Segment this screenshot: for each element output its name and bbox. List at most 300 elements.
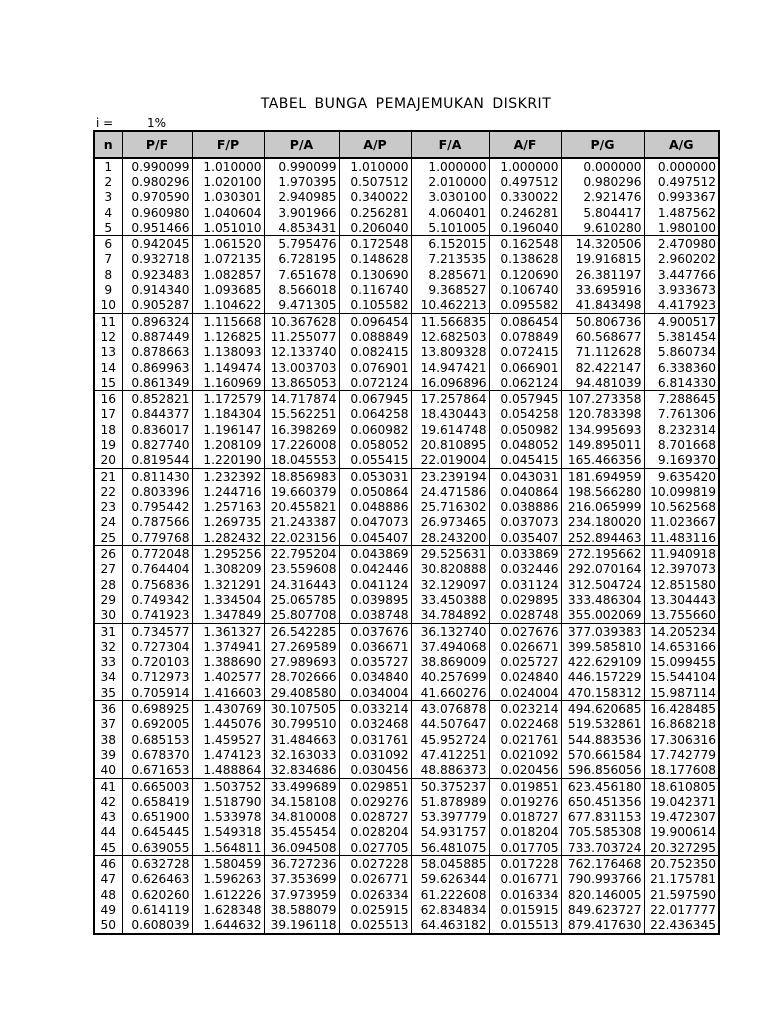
table-cell: 0.057945	[489, 391, 561, 407]
table-cell: 1.628348	[192, 902, 264, 917]
table-cell: 26.542285	[264, 623, 339, 639]
table-cell-n: 10	[94, 298, 122, 314]
table-cell: 623.456180	[561, 778, 644, 794]
table-cell: 60.568677	[561, 329, 644, 344]
table-cell: 13.003703	[264, 360, 339, 375]
table-cell: 29.408580	[264, 685, 339, 701]
table-cell: 48.886373	[411, 763, 489, 779]
table-cell: 0.038748	[339, 608, 411, 624]
table-cell: 54.931757	[411, 825, 489, 840]
table-cell: 14.947421	[411, 360, 489, 375]
table-row	[94, 220, 719, 236]
table-cell: 544.883536	[561, 732, 644, 747]
table-cell: 16.096896	[411, 375, 489, 391]
table-cell-n: 13	[94, 345, 122, 360]
table-cell: 10.099819	[644, 484, 719, 499]
table-cell-n: 19	[94, 437, 122, 452]
table-cell: 0.048052	[489, 437, 561, 452]
table-cell: 1.208109	[192, 437, 264, 452]
table-row	[94, 655, 719, 670]
table-cell: 0.990099	[122, 158, 192, 174]
table-row	[94, 500, 719, 515]
table-cell: 0.256281	[339, 205, 411, 220]
table-row	[94, 205, 719, 220]
table-cell-n: 44	[94, 825, 122, 840]
table-cell: 64.463182	[411, 918, 489, 934]
table-cell: 11.023667	[644, 515, 719, 530]
table-cell: 0.497512	[489, 174, 561, 189]
table-cell: 9.610280	[561, 220, 644, 236]
table-cell: 58.045885	[411, 856, 489, 872]
table-cell: 12.397073	[644, 562, 719, 577]
table-cell: 596.856056	[561, 763, 644, 779]
table-row	[94, 623, 719, 639]
table-cell: 0.058052	[339, 437, 411, 452]
table-cell: 45.952724	[411, 732, 489, 747]
table-cell: 0.076901	[339, 360, 411, 375]
table-cell: 32.163033	[264, 747, 339, 762]
table-cell: 1.445076	[192, 717, 264, 732]
table-cell: 1.093685	[192, 282, 264, 297]
table-cell-n: 49	[94, 902, 122, 917]
table-cell-n: 32	[94, 639, 122, 654]
table-cell: 4.900517	[644, 313, 719, 329]
table-cell: 1.061520	[192, 236, 264, 252]
table-cell: 0.030456	[339, 763, 411, 779]
table-row	[94, 190, 719, 205]
table-cell: 0.905287	[122, 298, 192, 314]
table-cell: 33.450388	[411, 592, 489, 607]
table-cell-n: 36	[94, 701, 122, 717]
table-cell: 0.803396	[122, 484, 192, 499]
table-cell: 0.993367	[644, 190, 719, 205]
table-cell: 705.585308	[561, 825, 644, 840]
table-cell: 38.869009	[411, 655, 489, 670]
table-row	[94, 345, 719, 360]
table-cell-n: 12	[94, 329, 122, 344]
table-cell: 0.039895	[339, 592, 411, 607]
table-cell: 355.002069	[561, 608, 644, 624]
table-cell: 1.295256	[192, 546, 264, 562]
table-cell: 4.417923	[644, 298, 719, 314]
table-cell: 0.016771	[489, 872, 561, 887]
table-cell: 107.273358	[561, 391, 644, 407]
table-cell: 1.474123	[192, 747, 264, 762]
table-cell: 0.196040	[489, 220, 561, 236]
table-cell: 0.031761	[339, 732, 411, 747]
table-cell: 0.041124	[339, 577, 411, 592]
table-cell: 0.040864	[489, 484, 561, 499]
table-cell: 1.160969	[192, 375, 264, 391]
table-cell: 0.033869	[489, 546, 561, 562]
table-cell-n: 6	[94, 236, 122, 252]
table-row	[94, 360, 719, 375]
table-cell: 0.054258	[489, 407, 561, 422]
table-cell: 23.239194	[411, 468, 489, 484]
table-cell: 0.045407	[339, 530, 411, 546]
table-cell-n: 41	[94, 778, 122, 794]
table-cell: 0.632728	[122, 856, 192, 872]
table-cell: 0.053031	[339, 468, 411, 484]
table-cell: 0.095582	[489, 298, 561, 314]
table-cell: 1.334504	[192, 592, 264, 607]
table-cell: 10.367628	[264, 313, 339, 329]
table-cell: 446.157229	[561, 670, 644, 685]
table-cell-n: 46	[94, 856, 122, 872]
table-cell: 19.916815	[561, 252, 644, 267]
table-row	[94, 778, 719, 794]
table-cell: 0.096454	[339, 313, 411, 329]
table-cell: 1.487562	[644, 205, 719, 220]
table-cell: 0.019276	[489, 794, 561, 809]
table-cell: 7.761306	[644, 407, 719, 422]
table-cell: 24.316443	[264, 577, 339, 592]
table-cell: 43.076878	[411, 701, 489, 717]
table-cell: 0.206040	[339, 220, 411, 236]
table-cell: 59.626344	[411, 872, 489, 887]
table-cell: 0.861349	[122, 375, 192, 391]
table-cell-n: 2	[94, 174, 122, 189]
table-cell: 6.814330	[644, 375, 719, 391]
table-cell: 16.428485	[644, 701, 719, 717]
table-row	[94, 453, 719, 469]
table-cell: 272.195662	[561, 546, 644, 562]
table-cell: 0.037676	[339, 623, 411, 639]
table-row	[94, 685, 719, 701]
table-cell: 0.025513	[339, 918, 411, 934]
table-cell: 0.067945	[339, 391, 411, 407]
table-cell: 399.585810	[561, 639, 644, 654]
table-cell: 8.566018	[264, 282, 339, 297]
table-cell: 36.727236	[264, 856, 339, 872]
table-cell: 0.658419	[122, 794, 192, 809]
table-cell: 820.146005	[561, 887, 644, 902]
table-cell: 2.921476	[561, 190, 644, 205]
table-cell: 0.028204	[339, 825, 411, 840]
table-cell: 1.459527	[192, 732, 264, 747]
table-cell: 18.610805	[644, 778, 719, 794]
page-title: TABEL BUNGA PEMAJEMUKAN DISKRIT	[260, 96, 552, 112]
table-cell: 37.494068	[411, 639, 489, 654]
table-cell-n: 21	[94, 468, 122, 484]
table-cell: 5.101005	[411, 220, 489, 236]
table-cell: 0.923483	[122, 267, 192, 282]
table-cell: 0.019851	[489, 778, 561, 794]
table-cell-n: 5	[94, 220, 122, 236]
table-cell: 40.257699	[411, 670, 489, 685]
table-cell: 94.481039	[561, 375, 644, 391]
table-cell: 41.843498	[561, 298, 644, 314]
table-cell: 0.665003	[122, 778, 192, 794]
table-cell: 0.025915	[339, 902, 411, 917]
table-cell: 470.158312	[561, 685, 644, 701]
table-cell: 27.989693	[264, 655, 339, 670]
table-cell: 14.205234	[644, 623, 719, 639]
table-cell: 4.060401	[411, 205, 489, 220]
table-cell: 1.030301	[192, 190, 264, 205]
table-row	[94, 562, 719, 577]
table-cell: 1.010000	[339, 158, 411, 174]
table-cell: 21.243387	[264, 515, 339, 530]
table-cell: 1.282432	[192, 530, 264, 546]
table-cell: 19.660379	[264, 484, 339, 499]
table-cell: 0.779768	[122, 530, 192, 546]
table-cell: 1.172579	[192, 391, 264, 407]
table-cell: 1.580459	[192, 856, 264, 872]
table-cell: 0.970590	[122, 190, 192, 205]
table-cell: 6.152015	[411, 236, 489, 252]
table-cell-n: 27	[94, 562, 122, 577]
table-cell: 0.734577	[122, 623, 192, 639]
table-cell: 1.388690	[192, 655, 264, 670]
table-cell: 36.132740	[411, 623, 489, 639]
table-cell: 0.031124	[489, 577, 561, 592]
table-cell: 198.566280	[561, 484, 644, 499]
table-cell: 0.024840	[489, 670, 561, 685]
table-cell: 12.133740	[264, 345, 339, 360]
table-cell: 1.126825	[192, 329, 264, 344]
table-cell-n: 31	[94, 623, 122, 639]
table-cell: 2.960202	[644, 252, 719, 267]
table-cell-n: 7	[94, 252, 122, 267]
table-cell: 0.000000	[561, 158, 644, 174]
table-cell: 0.836017	[122, 422, 192, 437]
table-row	[94, 717, 719, 732]
table-cell: 1.321291	[192, 577, 264, 592]
table-cell: 51.878989	[411, 794, 489, 809]
table-row	[94, 313, 719, 329]
table-cell: 1.970395	[264, 174, 339, 189]
table-cell: 0.651900	[122, 809, 192, 824]
table-cell: 0.727304	[122, 639, 192, 654]
table-cell: 0.088849	[339, 329, 411, 344]
table-cell: 24.471586	[411, 484, 489, 499]
table-cell: 0.608039	[122, 918, 192, 934]
table-cell: 0.942045	[122, 236, 192, 252]
table-cell: 1.308209	[192, 562, 264, 577]
table-cell: 0.698925	[122, 701, 192, 717]
table-cell: 34.810008	[264, 809, 339, 824]
table-cell: 16.868218	[644, 717, 719, 732]
table-cell: 23.559608	[264, 562, 339, 577]
table-cell: 0.034840	[339, 670, 411, 685]
table-cell: 0.827740	[122, 437, 192, 452]
table-cell: 0.869963	[122, 360, 192, 375]
table-cell: 1.488864	[192, 763, 264, 779]
table-cell: 47.412251	[411, 747, 489, 762]
table-cell: 26.973465	[411, 515, 489, 530]
table-row	[94, 298, 719, 314]
table-cell: 1.020100	[192, 174, 264, 189]
table-cell-n: 39	[94, 747, 122, 762]
table-cell: 1.082857	[192, 267, 264, 282]
header-fa: F/A	[411, 131, 489, 158]
table-cell: 333.486304	[561, 592, 644, 607]
table-cell: 1.040604	[192, 205, 264, 220]
table-cell-n: 45	[94, 840, 122, 856]
table-cell: 30.820888	[411, 562, 489, 577]
table-cell: 0.951466	[122, 220, 192, 236]
table-cell: 0.162548	[489, 236, 561, 252]
header-pf: P/F	[122, 131, 192, 158]
table-cell: 22.795204	[264, 546, 339, 562]
table-cell: 22.017777	[644, 902, 719, 917]
table-cell: 0.000000	[644, 158, 719, 174]
table-cell: 0.023214	[489, 701, 561, 717]
table-cell: 0.025727	[489, 655, 561, 670]
table-cell: 1.184304	[192, 407, 264, 422]
table-cell-n: 18	[94, 422, 122, 437]
table-cell: 1.104622	[192, 298, 264, 314]
table-cell: 3.447766	[644, 267, 719, 282]
table-cell: 5.795476	[264, 236, 339, 252]
table-cell: 0.055415	[339, 453, 411, 469]
table-cell: 3.030100	[411, 190, 489, 205]
table-cell: 0.026771	[339, 872, 411, 887]
table-cell: 0.138628	[489, 252, 561, 267]
table-cell: 216.065999	[561, 500, 644, 515]
table-row	[94, 670, 719, 685]
table-cell: 33.695916	[561, 282, 644, 297]
table-cell: 0.671653	[122, 763, 192, 779]
table-cell: 61.222608	[411, 887, 489, 902]
table-cell-n: 48	[94, 887, 122, 902]
table-body	[94, 158, 719, 934]
table-cell: 0.756836	[122, 577, 192, 592]
table-cell: 1.232392	[192, 468, 264, 484]
table-cell: 0.980296	[122, 174, 192, 189]
table-cell: 1.533978	[192, 809, 264, 824]
table-cell: 0.887449	[122, 329, 192, 344]
table-cell: 849.623727	[561, 902, 644, 917]
table-cell: 1.000000	[489, 158, 561, 174]
table-cell: 25.065785	[264, 592, 339, 607]
table-cell: 19.042371	[644, 794, 719, 809]
table-cell-n: 47	[94, 872, 122, 887]
table-cell: 35.455454	[264, 825, 339, 840]
table-cell: 14.320506	[561, 236, 644, 252]
table-cell: 677.831153	[561, 809, 644, 824]
table-cell-n: 26	[94, 546, 122, 562]
table-cell: 0.705914	[122, 685, 192, 701]
table-cell: 0.120690	[489, 267, 561, 282]
table-cell: 0.027676	[489, 623, 561, 639]
table-cell: 0.015915	[489, 902, 561, 917]
table-row	[94, 158, 719, 174]
table-cell: 0.795442	[122, 500, 192, 515]
table-cell: 0.047073	[339, 515, 411, 530]
table-cell: 0.105582	[339, 298, 411, 314]
table-row	[94, 468, 719, 484]
table-cell: 9.635420	[644, 468, 719, 484]
table-cell: 0.741923	[122, 608, 192, 624]
table-cell: 1.000000	[411, 158, 489, 174]
table-cell: 13.304443	[644, 592, 719, 607]
table-cell: 0.130690	[339, 267, 411, 282]
table-cell: 25.807708	[264, 608, 339, 624]
table-cell: 0.106740	[489, 282, 561, 297]
table-cell-n: 9	[94, 282, 122, 297]
table-cell-n: 30	[94, 608, 122, 624]
table-cell-n: 33	[94, 655, 122, 670]
table-cell-n: 50	[94, 918, 122, 934]
table-cell: 0.026671	[489, 639, 561, 654]
table-cell: 25.716302	[411, 500, 489, 515]
table-cell: 422.629109	[561, 655, 644, 670]
table-cell: 6.728195	[264, 252, 339, 267]
table-cell-n: 23	[94, 500, 122, 515]
table-cell: 3.933673	[644, 282, 719, 297]
table-cell: 1.138093	[192, 345, 264, 360]
table-cell: 0.036671	[339, 639, 411, 654]
table-cell: 0.980296	[561, 174, 644, 189]
table-cell: 7.213535	[411, 252, 489, 267]
table-cell: 0.034004	[339, 685, 411, 701]
table-cell-n: 17	[94, 407, 122, 422]
header-af: A/F	[489, 131, 561, 158]
table-cell: 18.430443	[411, 407, 489, 422]
table-cell: 11.255077	[264, 329, 339, 344]
table-cell: 1.503752	[192, 778, 264, 794]
table-cell: 33.499689	[264, 778, 339, 794]
table-row	[94, 732, 719, 747]
table-cell: 34.158108	[264, 794, 339, 809]
table-cell: 82.422147	[561, 360, 644, 375]
table-cell: 12.682503	[411, 329, 489, 344]
header-pg: P/G	[561, 131, 644, 158]
table-cell: 13.865053	[264, 375, 339, 391]
table-row	[94, 267, 719, 282]
table-cell: 120.783398	[561, 407, 644, 422]
table-cell: 0.060982	[339, 422, 411, 437]
table-row	[94, 809, 719, 824]
table-cell: 18.045553	[264, 453, 339, 469]
table-cell: 34.784892	[411, 608, 489, 624]
table-cell: 44.507647	[411, 717, 489, 732]
table-cell: 7.651678	[264, 267, 339, 282]
table-cell: 1.402577	[192, 670, 264, 685]
table-cell: 1.980100	[644, 220, 719, 236]
table-cell: 9.471305	[264, 298, 339, 314]
table-row	[94, 577, 719, 592]
table-cell: 0.027705	[339, 840, 411, 856]
table-cell: 0.016334	[489, 887, 561, 902]
table-row	[94, 375, 719, 391]
table-cell-n: 1	[94, 158, 122, 174]
table-cell-n: 14	[94, 360, 122, 375]
table-row	[94, 794, 719, 809]
table-cell: 15.099455	[644, 655, 719, 670]
table-cell: 20.752350	[644, 856, 719, 872]
table-row	[94, 546, 719, 562]
table-cell: 1.115668	[192, 313, 264, 329]
table-cell-n: 28	[94, 577, 122, 592]
table-row	[94, 592, 719, 607]
table-cell: 0.045415	[489, 453, 561, 469]
table-row	[94, 422, 719, 437]
table-cell: 11.566835	[411, 313, 489, 329]
table-row	[94, 701, 719, 717]
table-cell: 71.112628	[561, 345, 644, 360]
table-cell: 0.148628	[339, 252, 411, 267]
table-cell: 1.010000	[192, 158, 264, 174]
interest-rate-label: i =	[96, 116, 114, 130]
table-row	[94, 747, 719, 762]
table-cell: 0.620260	[122, 887, 192, 902]
table-cell: 0.020456	[489, 763, 561, 779]
table-cell: 27.269589	[264, 639, 339, 654]
table-cell: 0.772048	[122, 546, 192, 562]
